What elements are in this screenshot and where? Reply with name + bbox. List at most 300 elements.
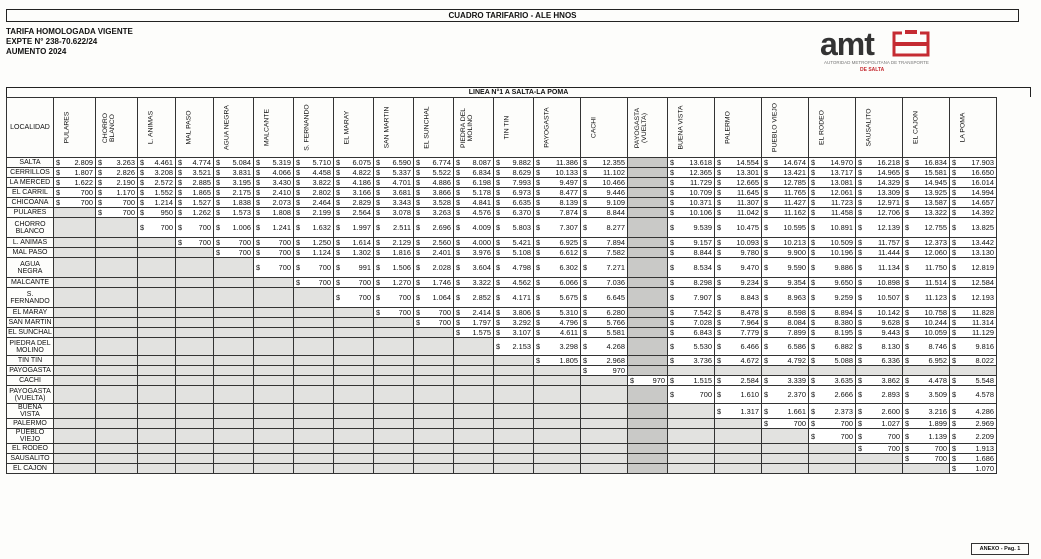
fare-cell [294,158,334,168]
fare-amount: 1.170 [116,188,135,197]
empty-cell [54,218,96,238]
fare-amount: 11.723 [830,198,853,207]
currency-symbol: $ [670,328,675,337]
empty-cell [903,464,950,474]
empty-cell [454,464,494,474]
currency-symbol: $ [178,208,183,217]
currency-symbol: $ [811,318,816,327]
fare-amount: 700 [438,308,451,317]
empty-cell [668,454,715,464]
currency-symbol: $ [536,263,541,272]
fare-amount: 14.674 [783,158,806,167]
empty-cell [668,444,715,454]
currency-symbol: $ [456,248,461,257]
fare-amount: 11.042 [736,208,759,217]
empty-cell [138,386,176,404]
fare-amount: 11.514 [924,278,947,287]
fare-amount: 16.014 [971,178,994,187]
fare-amount: 1.632 [312,223,331,232]
currency-symbol: $ [376,178,381,187]
fare-amount: 700 [122,198,135,207]
currency-symbol: $ [536,238,541,247]
empty-cell [96,444,138,454]
fare-cell [950,419,997,429]
fare-amount: 4.458 [312,168,331,177]
fare-cell [494,208,534,218]
fare-amount: 2.175 [232,188,251,197]
fare-cell [374,278,414,288]
empty-cell [581,454,628,464]
fare-amount: 11.427 [783,198,806,207]
currency-symbol: $ [952,328,957,337]
empty-cell [96,328,138,338]
currency-symbol: $ [717,376,722,385]
currency-symbol: $ [764,308,769,317]
fare-amount: 5.421 [512,238,531,247]
currency-symbol: $ [764,263,769,272]
currency-symbol: $ [178,238,183,247]
fare-cell [494,328,534,338]
fare-cell [334,188,374,198]
fare-cell [809,376,856,386]
empty-cell [54,248,96,258]
fare-cell [334,208,374,218]
fare-cell [374,258,414,278]
fare-cell [374,218,414,238]
fare-cell [950,188,997,198]
currency-symbol: $ [98,208,103,217]
fare-amount: 9.650 [834,278,853,287]
fare-amount: 12.755 [924,223,947,232]
fare-cell [414,288,454,308]
fare-cell [668,258,715,278]
currency-symbol: $ [496,223,501,232]
currency-symbol: $ [140,188,145,197]
empty-cell [96,248,138,258]
fare-amount: 1.302 [352,248,371,257]
fare-amount: 2.826 [116,168,135,177]
currency-symbol: $ [952,318,957,327]
empty-cell [214,464,254,474]
fare-cell [762,288,809,308]
document-title: CUADRO TARIFARIO - ALE HNOS [6,9,1019,22]
currency-symbol: $ [416,158,421,167]
fare-cell [254,248,294,258]
column-header [176,98,214,158]
currency-symbol: $ [905,248,910,257]
fare-cell [414,218,454,238]
currency-symbol: $ [336,208,341,217]
fare-cell [414,168,454,178]
empty-cell [138,318,176,328]
fare-cell [668,198,715,208]
fare-amount: 700 [438,318,451,327]
fare-cell [762,308,809,318]
empty-cell [715,366,762,376]
table-row [7,178,997,188]
empty-cell [214,328,254,338]
empty-cell [534,429,581,444]
fare-amount: 2.410 [272,188,291,197]
currency-symbol: $ [336,223,341,232]
fare-amount: 1.573 [232,208,251,217]
fare-cell [903,444,950,454]
fare-amount: 6.075 [352,158,371,167]
fare-cell [809,328,856,338]
currency-symbol: $ [216,188,221,197]
fare-amount: 12.060 [924,248,947,257]
empty-cell [950,366,997,376]
fare-cell [414,178,454,188]
fare-cell [454,288,494,308]
empty-cell [176,376,214,386]
fare-amount: 1.805 [559,356,578,365]
fare-cell [762,258,809,278]
empty-cell [294,288,334,308]
empty-cell [374,464,414,474]
fare-amount: 13.421 [783,168,806,177]
currency-symbol: $ [496,158,501,167]
currency-symbol: $ [456,328,461,337]
empty-cell [856,366,903,376]
table-row [7,238,997,248]
fare-cell [374,248,414,258]
fare-cell [856,328,903,338]
fare-cell [294,238,334,248]
fare-cell [856,444,903,454]
fare-amount: 10.213 [783,238,806,247]
fare-cell [96,198,138,208]
fare-cell [903,168,950,178]
empty-cell [176,338,214,356]
fare-amount: 9.816 [975,342,994,351]
fare-cell [534,168,581,178]
currency-symbol: $ [952,188,957,197]
currency-symbol: $ [717,168,722,177]
fare-cell [668,308,715,318]
fare-cell [214,178,254,188]
fare-amount: 2.190 [116,178,135,187]
amt-logo-text: amt [820,26,874,62]
currency-symbol: $ [376,198,381,207]
empty-cell [414,444,454,454]
fare-amount: 1.262 [192,208,211,217]
fare-cell [581,258,628,278]
fare-amount: 3.604 [472,263,491,272]
empty-cell [294,419,334,429]
currency-symbol: $ [905,208,910,217]
fare-amount: 10.133 [555,168,578,177]
currency-symbol: $ [764,390,769,399]
fare-cell [809,278,856,288]
empty-cell [581,429,628,444]
currency-symbol: $ [140,198,145,207]
empty-cell [414,386,454,404]
currency-symbol: $ [583,318,588,327]
empty-cell [374,338,414,356]
empty-cell [138,338,176,356]
empty-cell [254,404,294,419]
column-header-label: PALERMO [724,111,732,144]
fare-amount: 3.831 [232,168,251,177]
empty-cell [414,338,454,356]
currency-symbol: $ [905,431,910,441]
fare-amount: 14.994 [971,188,994,197]
fare-cell [96,188,138,198]
fare-amount: 8.894 [834,308,853,317]
fare-cell [903,178,950,188]
currency-symbol: $ [336,278,341,287]
currency-symbol: $ [583,208,588,217]
fare-amount: 5.310 [559,308,578,317]
fare-cell [414,238,454,248]
currency-symbol: $ [376,188,381,197]
empty-cell [581,386,628,404]
row-label: CERRILLOS [7,168,54,178]
table-row [7,356,997,366]
column-header-label: MALCANTE [263,109,271,147]
currency-symbol: $ [811,208,816,217]
currency-symbol: $ [717,208,722,217]
currency-symbol: $ [670,263,675,272]
column-header [96,98,138,158]
empty-cell [54,278,96,288]
fare-cell [581,308,628,318]
currency-symbol: $ [764,223,769,232]
currency-symbol: $ [858,223,863,232]
fare-cell [856,198,903,208]
fare-cell [715,376,762,386]
fare-cell [715,318,762,328]
empty-cell [628,366,668,376]
currency-symbol: $ [296,188,301,197]
fare-amount: 3.866 [432,188,451,197]
table-row [7,188,997,198]
fare-cell [856,258,903,278]
fare-amount: 700 [198,238,211,247]
fare-cell [715,288,762,308]
currency-symbol: $ [670,356,675,365]
fare-cell [715,178,762,188]
fare-cell [534,158,581,168]
currency-symbol: $ [456,168,461,177]
fare-cell [809,308,856,318]
fare-cell [534,328,581,338]
fare-amount: 2.129 [392,238,411,247]
fare-cell [856,419,903,429]
empty-cell [138,404,176,419]
fare-cell [138,188,176,198]
fare-cell [214,218,254,238]
fare-cell [374,208,414,218]
currency-symbol: $ [256,248,261,257]
fare-amount: 1.808 [272,208,291,217]
row-label: MALCANTE [7,278,54,288]
fare-cell [950,248,997,258]
currency-symbol: $ [952,390,957,399]
currency-symbol: $ [670,248,675,257]
currency-symbol: $ [536,318,541,327]
fare-cell [374,308,414,318]
fare-amount: 8.629 [512,168,531,177]
empty-cell [494,454,534,464]
currency-symbol: $ [952,198,957,207]
fare-amount: 3.862 [881,376,900,385]
currency-symbol: $ [583,168,588,177]
fare-amount: 13.825 [971,223,994,232]
currency-symbol: $ [811,356,816,365]
fare-amount: 5.084 [232,158,251,167]
empty-cell [54,419,96,429]
fare-amount: 5.675 [559,293,578,302]
fare-amount: 5.548 [975,376,994,385]
empty-cell [334,366,374,376]
currency-symbol: $ [670,293,675,302]
currency-symbol: $ [376,248,381,257]
fare-amount: 1.997 [352,223,371,232]
fare-amount: 700 [887,431,900,441]
empty-cell [138,356,176,366]
fare-amount: 1.124 [312,248,331,257]
fare-amount: 6.066 [559,278,578,287]
table-row [7,258,997,278]
currency-symbol: $ [764,342,769,351]
currency-symbol: $ [670,238,675,247]
fare-amount: 3.681 [392,188,411,197]
fare-amount: 2.885 [192,178,211,187]
empty-cell [176,419,214,429]
fare-amount: 4.672 [740,356,759,365]
fare-cell [176,158,214,168]
fare-amount: 2.829 [352,198,371,207]
currency-symbol: $ [670,318,675,327]
fare-amount: 4.000 [472,238,491,247]
fare-cell [903,404,950,419]
currency-symbol: $ [216,178,221,187]
currency-symbol: $ [811,342,816,351]
currency-symbol: $ [376,308,381,317]
currency-symbol: $ [717,248,722,257]
fare-cell [856,376,903,386]
fare-cell [950,464,997,474]
fare-amount: 9.886 [834,263,853,272]
fare-cell [214,188,254,198]
empty-cell [668,404,715,419]
column-header [54,98,96,158]
fare-amount: 2.373 [834,406,853,416]
fare-amount: 6.336 [881,356,900,365]
empty-cell [454,356,494,366]
fare-amount: 3.635 [834,376,853,385]
currency-symbol: $ [583,328,588,337]
column-header-label: PULARES [63,111,71,144]
fare-cell [809,158,856,168]
fare-amount: 970 [652,376,665,385]
fare-amount: 5.088 [834,356,853,365]
fare-cell [374,168,414,178]
fare-amount: 3.528 [432,198,451,207]
empty-cell [54,238,96,248]
fare-cell [138,168,176,178]
fare-amount: 7.271 [606,263,625,272]
currency-symbol: $ [496,168,501,177]
fare-cell [581,248,628,258]
fare-cell [715,218,762,238]
fare-amount: 7.894 [606,238,625,247]
fare-amount: 11.123 [924,293,947,302]
empty-cell [334,328,374,338]
empty-cell [294,366,334,376]
fare-cell [950,208,997,218]
empty-cell [454,366,494,376]
fare-cell [809,168,856,178]
empty-cell [414,356,454,366]
currency-symbol: $ [496,318,501,327]
empty-cell [334,444,374,454]
currency-symbol: $ [583,223,588,232]
currency-symbol: $ [178,198,183,207]
fare-amount: 4.774 [192,158,211,167]
fare-amount: 10.898 [877,278,900,287]
row-label: L. ANIMAS [7,238,54,248]
fare-cell [668,238,715,248]
empty-cell [454,376,494,386]
empty-cell [534,464,581,474]
currency-symbol: $ [858,198,863,207]
currency-symbol: $ [336,263,341,272]
empty-cell [494,386,534,404]
fare-amount: 10.595 [783,223,806,232]
currency-symbol: $ [811,263,816,272]
fare-amount: 12.373 [924,238,947,247]
fare-amount: 9.900 [787,248,806,257]
fare-cell [414,318,454,328]
fare-amount: 7.582 [606,248,625,257]
fare-cell [334,258,374,278]
fare-cell [534,248,581,258]
fare-amount: 13.587 [924,198,947,207]
fare-amount: 10.509 [830,238,853,247]
fare-cell [903,188,950,198]
table-row [7,464,997,474]
empty-cell [96,404,138,419]
fare-cell [903,248,950,258]
fare-cell [374,178,414,188]
fare-amount: 6.843 [693,328,712,337]
column-header-label: L. ANIMAS [147,110,155,145]
fare-amount: 8.087 [472,158,491,167]
fare-cell [534,318,581,328]
currency-symbol: $ [717,356,722,365]
fare-table [6,97,997,474]
currency-symbol: $ [496,308,501,317]
fare-cell [903,288,950,308]
empty-cell [176,248,214,258]
column-header [903,98,950,158]
fare-amount: 12.584 [971,278,994,287]
fare-cell [494,338,534,356]
currency-symbol: $ [811,248,816,257]
currency-symbol: $ [536,208,541,217]
row-label: CACHI [7,376,54,386]
fare-cell [668,248,715,258]
fare-amount: 12.971 [877,198,900,207]
column-header-label: EL RODEO [818,110,826,145]
currency-symbol: $ [256,168,261,177]
fare-amount: 10.244 [924,318,947,327]
column-header [494,98,534,158]
fare-amount: 3.430 [272,178,291,187]
